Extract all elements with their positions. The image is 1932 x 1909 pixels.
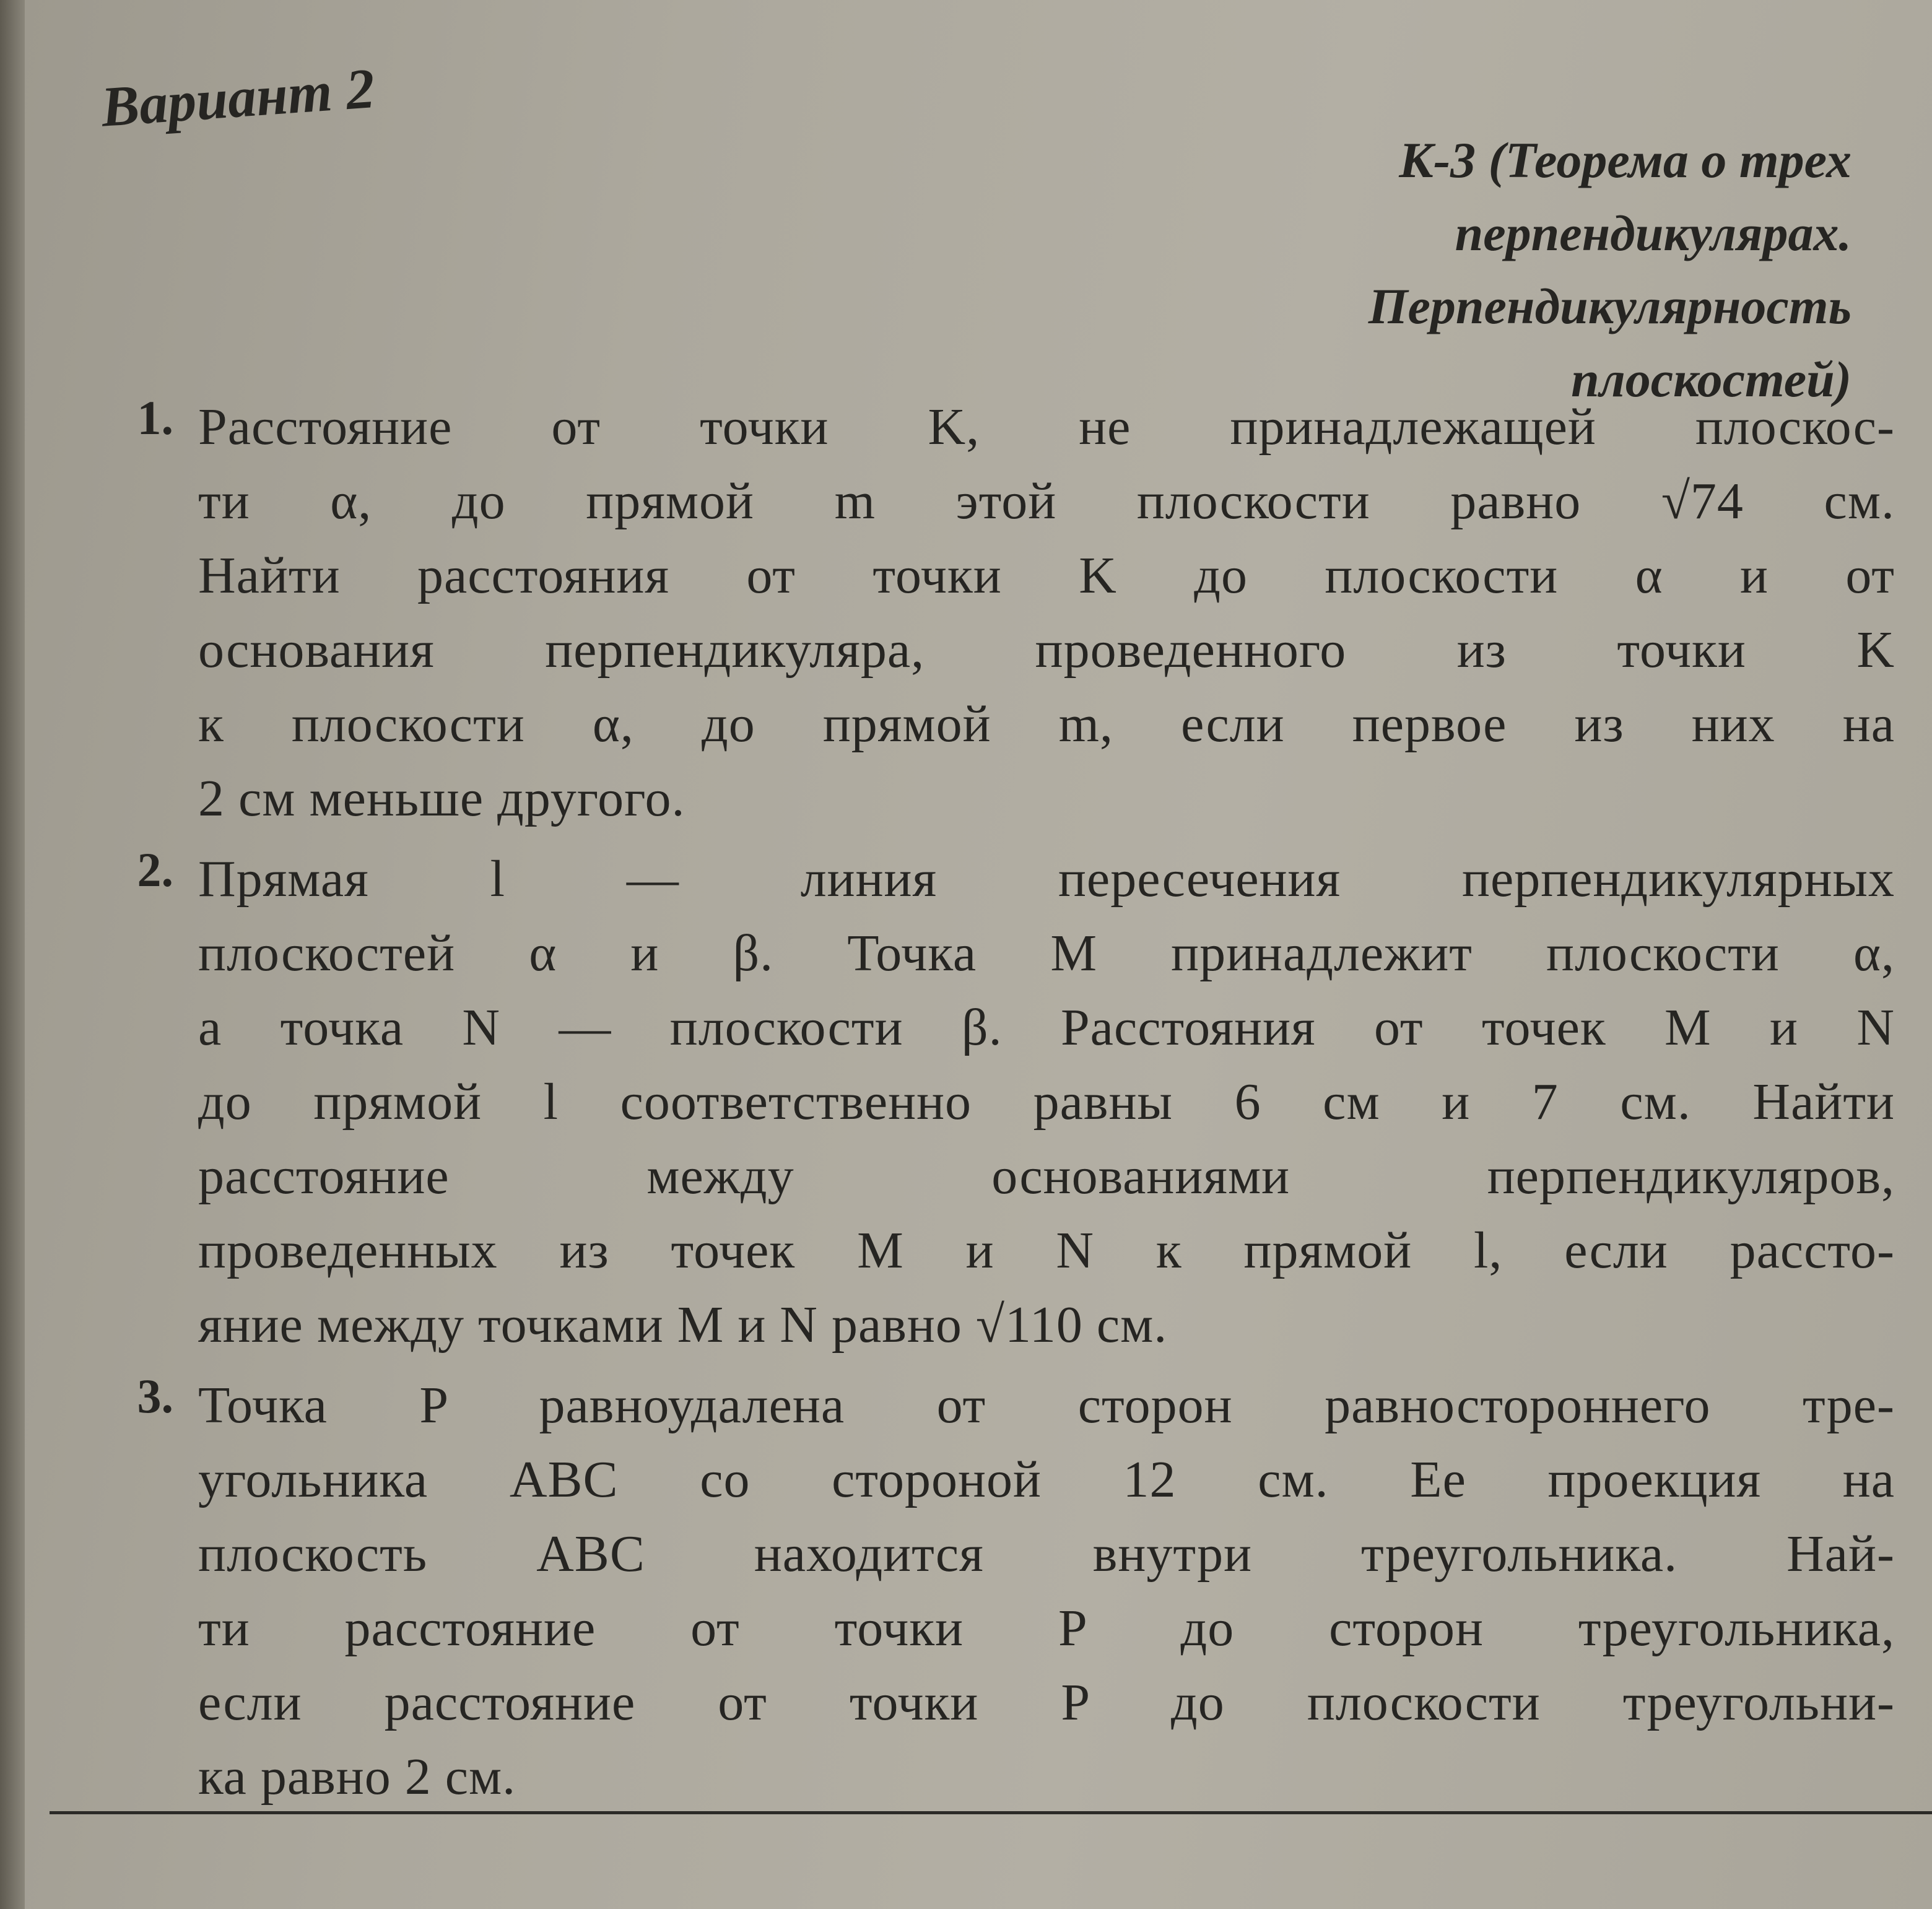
problem-text-line: к плоскости α, до прямой m, если первое из них на — [198, 695, 1895, 753]
problem-text-line: проведенных из точек M и N к прямой l, если рассто- — [198, 1222, 1895, 1279]
problem-text-line: ти α, до прямой m этой плоскости равно √74 см. — [198, 472, 1895, 530]
test-title-line: К-3 (Теорема о трех — [1399, 132, 1852, 188]
problem-text-line: 2 см меньше другого. — [198, 770, 685, 827]
problem-text-line: плоскость ABC находится внутри треугольника. Най- — [198, 1525, 1895, 1583]
problem-number: 2. — [137, 843, 173, 897]
problem-text-line: до прямой l соответственно равны 6 см и 7 см. Найти — [198, 1073, 1895, 1131]
problem-text-line: если расстояние от точки P до плоскости треугольни- — [198, 1674, 1895, 1731]
problem-2 — [99, 842, 1895, 1362]
problem-text-line: расстояние между основаниями перпендикуляров, — [198, 1147, 1895, 1205]
problem-1 — [99, 390, 1895, 836]
problem-number: 1. — [137, 391, 173, 445]
section-divider — [50, 1811, 1932, 1814]
problem-text-line: а точка N — плоскости β. Расстояния от точек M и N — [198, 999, 1895, 1056]
book-page — [25, 0, 1932, 1909]
test-title-line: Перпендикулярность — [1368, 278, 1852, 334]
test-title-line: перпендикулярах. — [1455, 205, 1852, 261]
problem-text-line: Найти расстояния от точки K до плоскости α и от — [198, 547, 1895, 604]
problem-text-line: яние между точками M и N равно √110 см. — [198, 1296, 1168, 1354]
problem-text-line: ти расстояние от точки P до сторон треугольника, — [198, 1599, 1895, 1657]
problem-text-line: основания перпендикуляра, проведенного из точки K — [198, 621, 1895, 679]
book-spine-edge — [0, 0, 25, 1909]
test-title — [1046, 124, 1852, 416]
problem-3 — [99, 1368, 1895, 1814]
variant-label: Вариант 2 — [99, 56, 377, 139]
test-title-line: плоскостей) — [1571, 351, 1852, 407]
problem-text-line: ка равно 2 см. — [198, 1748, 516, 1806]
problem-text-line: плоскостей α и β. Точка M принадлежит плоскости α, — [198, 924, 1895, 982]
problem-list — [99, 390, 1895, 1820]
problem-text-line: Точка P равноудалена от сторон равностороннего тре- — [198, 1376, 1895, 1434]
problem-number: 3. — [137, 1369, 173, 1423]
problem-text-line: Расстояние от точки K, не принадлежащей плоскос- — [198, 398, 1895, 456]
problem-text-line: угольника ABC со стороной 12 см. Ее проекция на — [198, 1451, 1895, 1508]
problem-text-line: Прямая l — линия пересечения перпендикулярных — [198, 850, 1895, 908]
